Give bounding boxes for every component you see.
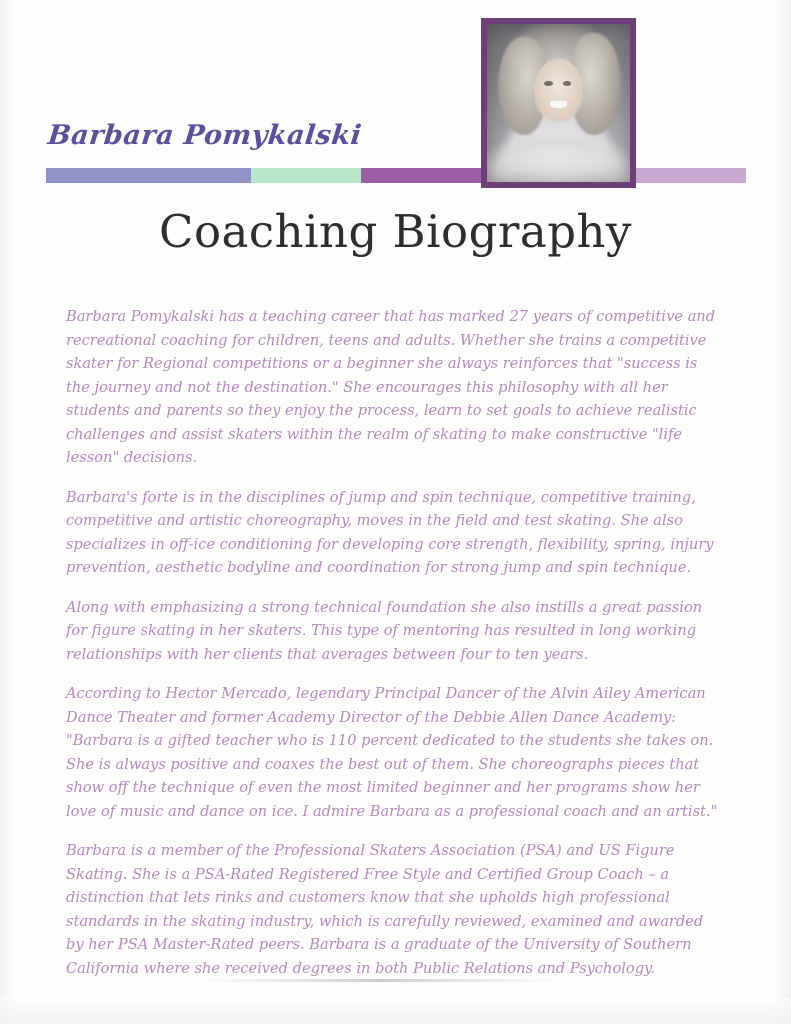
paragraph-5: Barbara is a member of the Professional Skaters Association (PSA) and US Figure Skating. She is a PSA-Rated Registered Free Style and Certified Group Coach – a distinction that lets rinks and customers know that she upholds high professional standards in the skating industry, which is carefully reviewed, examined and awarded by her PSA Master-Rated peers. Barbara is a graduate of the University of Southern California where she received degrees in both Public Relations and Psychology. [66, 842, 704, 977]
paragraph-1: Barbara Pomykalski has a teaching career that has marked 27 years of competitive and recreational coaching for children, teens and adults. Whether she trains a competitive skater for Regional competitions or a beginner she always reinforces that "success is the journey and not the destination." She encourages this philosophy with all her students and parents so they enjoy the process, learn to set goals to achieve realistic challenges and assist skaters within the realm of skating to make constructive "life lesson" decisions. [66, 308, 716, 466]
biography-body [66, 305, 721, 980]
portrait-photo [487, 24, 630, 182]
accent-bar-green [251, 168, 361, 183]
scan-artifact-footer [200, 979, 560, 982]
portrait-vignette [487, 24, 630, 182]
scan-edge-bottom [0, 998, 791, 1024]
page-title: Coaching Biography [159, 205, 632, 258]
accent-bar-lilac [636, 168, 746, 183]
paragraph-3: Along with emphasizing a strong technical foundation she also instills a great passion for figure skating in her skaters. This type of mentoring has resulted in long working relationships with her clients that averages between four to ten years. [66, 598, 703, 663]
letterhead [0, 0, 791, 200]
paragraph-4: According to Hector Mercado, legendary Principal Dancer of the Alvin Ailey American Dance Theater and former Academy Director of the Debbie Allen Dance Academy: "Barbara is a gifted teacher who is 110 percent dedicated to the students she takes on. She is always positive and coaxes the best out of them. She choreographs pieces that show off the technique of even the most limited beginner and her programs show her love of music and dance on ice. I admire Barbara as a professional coach and an artist." [66, 685, 718, 820]
accent-bar-blue [46, 168, 251, 183]
portrait-frame [481, 18, 636, 188]
paragraph-2: Barbara's forte is in the disciplines of jump and spin technique, competitive training, competitive and artistic choreography, moves in the field and test skating. She also specializes in off-ice conditioning for developing core strength, flexibility, spring, injury prevention, aesthetic bodyline and coordination for strong jump and spin technique. [66, 488, 714, 576]
brand-name-logo: Barbara Pomykalski [46, 120, 364, 151]
accent-bar-purple-left [361, 168, 481, 183]
